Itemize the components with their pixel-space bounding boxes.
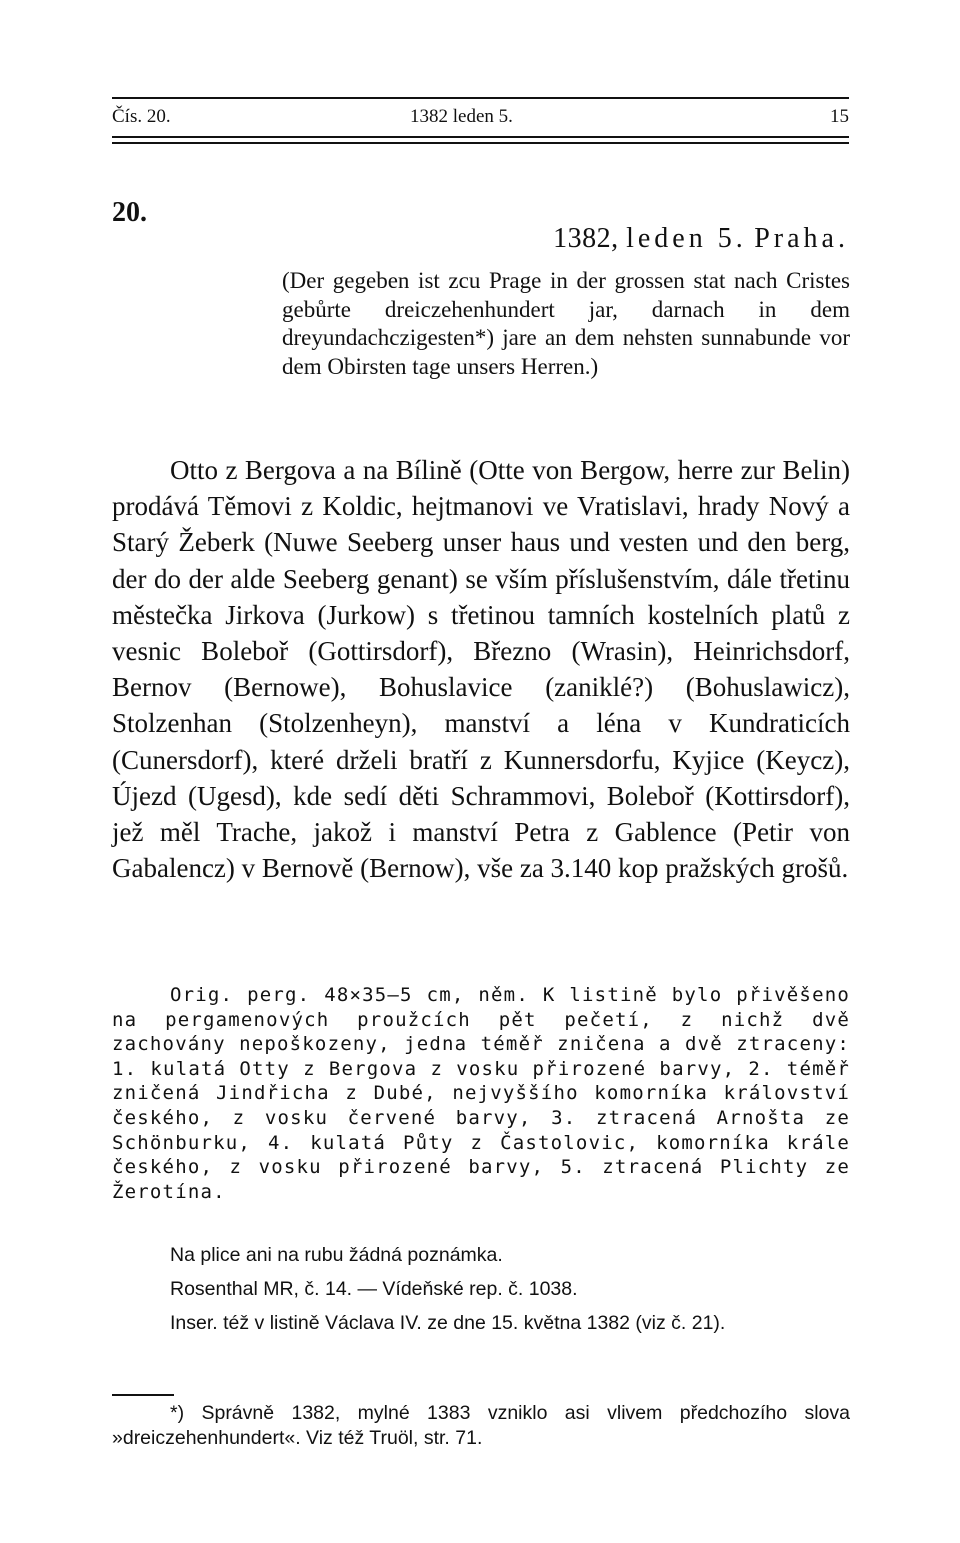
running-header: [112, 104, 849, 130]
dateline: [553, 223, 849, 255]
original-description: Orig. perg. 48×35—5 cm, něm. K listině bylo přivěšeno na pergamenových proužcích pět pečetí, z nichž dvě zachovány nepoškozeny, jedna téměř zničena a dvě ztraceny: 1. kulatá Otty z Bergova z vosku přirozené barvy, 2. téměř zničená Jindřicha z Dubé, nejvyššího komorníka království českého, z vosku červené barvy, 3. ztracená Arnošta ze Schönburku, 4. kulatá Půty z Častolovic, komorníka krále českého, z vosku přirozené barvy, 5. ztracená Plichty ze Žerotína.: [112, 984, 850, 1203]
dateline-year: 1382,: [553, 223, 619, 254]
german-dating-formula: (Der gegeben ist zcu Prage in der grossen stat nach Cristes gebůrte dreiczehenhundert jar, darnach in dem dreyundachczigesten*) jare an dem nehsten sunnabunde vor dem Obirsten tage unsers Herren.): [282, 268, 850, 379]
document-number: 20.: [112, 197, 147, 228]
dateline-day: leden 5.: [626, 223, 747, 254]
footnote-rule: [112, 1394, 174, 1396]
page-number: 15: [830, 106, 849, 127]
note-inserted: Inser. též v listině Václava IV. ze dne 15. května 1382 (viz č. 21).: [170, 1312, 726, 1334]
note-references: Rosenthal MR, č. 14. — Vídeňské rep. č. 1038.: [170, 1278, 578, 1300]
footnote: *) Správně 1382, mylné 1383 vzniklo asi vlivem předchozího slova »dreiczehenhundert«. Viz též Truöl, str. 71.: [112, 1402, 850, 1449]
top-rule: [112, 97, 849, 99]
header-double-rule-upper: [112, 136, 849, 138]
note-plica: Na plice ani na rubu žádná poznámka.: [170, 1244, 503, 1266]
header-date: 1382 leden 5.: [410, 106, 513, 127]
header-document-number: Čís. 20.: [112, 106, 171, 127]
regest-paragraph: Otto z Bergova a na Bílině (Otte von Bergow, herre zur Belin) prodává Těmovi z Koldic, hejtmanovi ve Vratislavi, hrady Nový a Starý Žeberk (Nuwe Seeberg unser haus und vesten und den berg, der do der alde Seeberg genant) se vším příslušenstvím, dále třetinu městečka Jirkova (Jurkow) s třetinou tamních kostelních platů z vesnic Boleboř (Gottirsdorf), Březno (Wrasin), Heinrichsdorf, Bernov (Bernowe), Bohuslavice (zaniklé?) (Bohuslawicz), Stolzenhan (Stolzenheyn), manství a léna v Kundraticích (Cunersdorf), které drželi bratří z Kunnersdorfu, Kyjice (Keycz), Újezd (Ugesd), kde sedí děti Schrammovi, Boleboř (Kottirsdorf), jež měl Trache, jakož i manství Petra z Gablence (Petir von Gabalencz) v Bernově (Bernow), vše za 3.140 kop pražských grošů.: [112, 455, 850, 884]
dateline-place: Praha.: [754, 223, 849, 254]
header-double-rule-lower: [112, 142, 849, 144]
